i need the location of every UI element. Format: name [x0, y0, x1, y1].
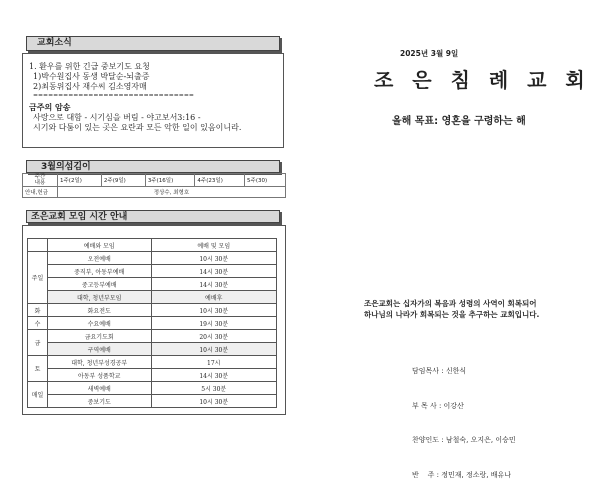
- service-name: 대학, 청년부모임: [47, 291, 151, 304]
- service-time: 19시 30분: [151, 317, 277, 330]
- services-box: [22, 225, 286, 415]
- prayer-item-2: 2)최동위집사 재수씨 김소영자매: [33, 82, 147, 91]
- service-name: 새벽예배: [47, 382, 151, 395]
- staff-pastor: 담임목사 : 신한식: [412, 367, 467, 375]
- table-row: [28, 291, 277, 304]
- week-5: 5주(30): [245, 174, 286, 187]
- service-time: 20시 30분: [151, 330, 277, 343]
- service-name: 오전예배: [47, 252, 151, 265]
- verse-line-2: 시기와 다툼이 있는 곳은 요란과 모든 악한 일이 있음이니라.: [33, 123, 242, 132]
- table-row: [28, 239, 277, 252]
- day-sunday: 주일: [28, 252, 48, 304]
- schedule-title: 3월의섬김이: [41, 162, 91, 172]
- verse-line-1: 사랑으로 대함 - 시기심을 버림 - 야고보서3:16 -: [33, 113, 201, 122]
- services-header: [26, 210, 280, 223]
- news-box: [22, 53, 284, 148]
- service-time: 5시 30분: [151, 382, 277, 395]
- prayer-title: 1. 환우를 위한 긴급 중보기도 요청: [29, 62, 150, 71]
- service-name: 중보기도: [47, 395, 151, 408]
- service-time: 10시 30분: [151, 304, 277, 317]
- service-name: 구역예배: [47, 343, 151, 356]
- year-goal: 올해 목표: 영혼을 구령하는 해: [392, 116, 526, 127]
- table-row: [28, 317, 277, 330]
- day-wednesday: 수: [28, 317, 48, 330]
- service-time: 14시 30분: [151, 278, 277, 291]
- table-row: [28, 278, 277, 291]
- mission-statement: [364, 298, 594, 320]
- bulletin-date: 2025년 3월 9일: [400, 49, 459, 58]
- week-3: 3주(16일): [145, 174, 195, 187]
- table-row: [28, 265, 277, 278]
- day-saturday: 토: [28, 356, 48, 382]
- table-row: [28, 382, 277, 395]
- news-header: [26, 36, 280, 51]
- day-daily: 매일: [28, 382, 48, 408]
- table-row: [28, 304, 277, 317]
- service-name: 대학, 청년부성경공부: [47, 356, 151, 369]
- table-row: [28, 395, 277, 408]
- week-2: 2주(9일): [101, 174, 145, 187]
- mission-line-1: 조은교회는 십자가의 복음과 성령의 사역이 회복되어: [364, 299, 537, 308]
- day-friday: 금: [28, 330, 48, 356]
- usher-names: 정상수, 최형호: [58, 187, 286, 198]
- news-title: 교회소식: [37, 38, 72, 48]
- table-row: [28, 252, 277, 265]
- service-time: 예배후: [151, 291, 277, 304]
- mission-line-2: 하나님의 나라가 회복되는 것을 추구하는 교회입니다.: [364, 310, 540, 319]
- week-label: 주간 내용: [23, 174, 58, 187]
- services-title: 조은교회 모임 시간 안내: [31, 212, 128, 222]
- service-name: 화요전도: [47, 304, 151, 317]
- service-time: 14시 30분: [151, 369, 277, 382]
- week-4: 4주(23일): [195, 174, 245, 187]
- service-name: 아동부 성품학교: [47, 369, 151, 382]
- table-row: [28, 369, 277, 382]
- service-time: 17시: [151, 356, 277, 369]
- header-meeting: 예배와 모임: [47, 239, 151, 252]
- staff-worship: 찬양인도 : 남철숙, 오지은, 이승민: [412, 436, 516, 444]
- services-table: [27, 238, 277, 408]
- staff-accompanist: 반 주 : 정민재, 정소랑, 배유나: [412, 470, 511, 479]
- day-tuesday: 화: [28, 304, 48, 317]
- verse-title: 금주의 암송: [29, 103, 71, 112]
- table-row: [23, 174, 286, 187]
- week-1: 1주(2일): [58, 174, 102, 187]
- table-row: [28, 343, 277, 356]
- staff-associate: 부 목 사 : 이강산: [412, 401, 464, 410]
- table-row: [23, 187, 286, 198]
- church-name: 조 은 침 례 교 회: [374, 68, 591, 92]
- service-time: 10시 30분: [151, 252, 277, 265]
- service-name: 중직부, 아동부예배: [47, 265, 151, 278]
- service-time: 10시 30분: [151, 343, 277, 356]
- service-name: 중고등부예배: [47, 278, 151, 291]
- header-time: 예배 및 모임: [151, 239, 277, 252]
- table-row: [28, 330, 277, 343]
- staff-list: [412, 343, 516, 493]
- table-row: [28, 356, 277, 369]
- day-cell: [28, 239, 48, 252]
- schedule-header: [26, 160, 280, 173]
- prayer-item-1: 1)박수원집사 동생 박달순-뇌출증: [33, 72, 150, 81]
- usher-label: 안내,헌금: [23, 187, 58, 198]
- service-name: 수요예배: [47, 317, 151, 330]
- schedule-table: [22, 173, 286, 198]
- divider: ================================: [33, 92, 194, 99]
- service-name: 금요기도회: [47, 330, 151, 343]
- service-time: 10시 30분: [151, 395, 277, 408]
- service-time: 14시 30분: [151, 265, 277, 278]
